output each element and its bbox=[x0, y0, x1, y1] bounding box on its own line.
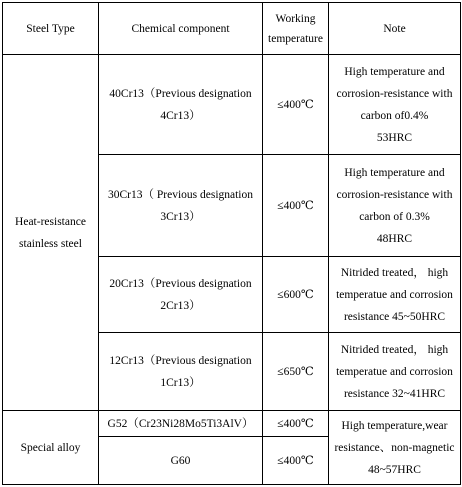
chemical-line1: 40Cr13（Previous designation bbox=[109, 87, 252, 100]
note-line: carbon of0.4% bbox=[360, 109, 429, 122]
chemical-cell bbox=[99, 155, 263, 257]
chemical-line1: 20Cr13（Previous designation bbox=[109, 277, 252, 290]
header-working-line1: Working bbox=[275, 12, 316, 25]
chemical-line1: 12Cr13（Previous designation bbox=[109, 354, 252, 367]
chemical-line2: 1Cr13） bbox=[160, 376, 201, 389]
note-cell bbox=[329, 155, 461, 257]
chemical-cell bbox=[99, 333, 263, 411]
steel-type-heat-resistance bbox=[3, 55, 99, 411]
note-line: High temperature and bbox=[344, 166, 445, 179]
table-row bbox=[3, 55, 461, 155]
header-note: Note bbox=[329, 3, 461, 55]
note-cell bbox=[329, 333, 461, 411]
note-line: corrosion-resistance with bbox=[336, 87, 453, 100]
steel-type-line1: Heat-resistance bbox=[15, 215, 86, 228]
note-line: resistance 45~50HRC bbox=[343, 310, 446, 323]
chemical-line2: 3Cr13） bbox=[160, 210, 201, 223]
temperature-cell: ≤400℃ bbox=[263, 155, 329, 257]
header-working-temperature bbox=[263, 3, 329, 55]
temperature-cell: ≤650℃ bbox=[263, 333, 329, 411]
note-line: High temperature,wear bbox=[341, 419, 448, 432]
note-line: resistance 32~41HRC bbox=[343, 387, 446, 400]
chemical-cell: G60 bbox=[99, 437, 263, 485]
note-line: carbon of 0.3% bbox=[359, 210, 430, 223]
note-line: Nitrided treated， high bbox=[340, 343, 449, 356]
chemical-line1: 30Cr13（ Previous designation bbox=[107, 188, 254, 201]
note-cell bbox=[329, 55, 461, 155]
note-line: Nitrided treated， high bbox=[340, 266, 449, 279]
header-row bbox=[3, 3, 461, 55]
temperature-cell: ≤400℃ bbox=[263, 411, 329, 437]
chemical-cell bbox=[99, 55, 263, 155]
note-cell bbox=[329, 411, 461, 485]
note-line: 48~57HRC bbox=[368, 463, 421, 476]
table-row bbox=[3, 411, 461, 437]
note-cell bbox=[329, 257, 461, 333]
temperature-cell: ≤400℃ bbox=[263, 437, 329, 485]
note-line: temperatue and corrosion bbox=[336, 288, 453, 301]
steel-spec-table bbox=[2, 2, 461, 485]
temperature-cell: ≤600℃ bbox=[263, 257, 329, 333]
chemical-line2: 2Cr13） bbox=[160, 299, 201, 312]
temperature-cell: ≤400℃ bbox=[263, 55, 329, 155]
note-line: 53HRC bbox=[376, 131, 413, 144]
note-line: 48HRC bbox=[376, 232, 413, 245]
chemical-cell: G52（Cr23Ni28Mo5Ti3AlV） bbox=[99, 411, 263, 437]
note-line: temperatue and corrosion bbox=[336, 365, 453, 378]
note-line: corrosion-resistance with bbox=[336, 188, 453, 201]
note-line: resistance、non-magnetic bbox=[334, 441, 455, 454]
header-working-line2: temperature bbox=[268, 32, 323, 45]
steel-type-line2: stainless steel bbox=[19, 237, 82, 250]
note-line: High temperature and bbox=[344, 65, 445, 78]
steel-type-special-alloy: Special alloy bbox=[3, 411, 99, 485]
header-chemical-component: Chemical component bbox=[99, 3, 263, 55]
chemical-cell bbox=[99, 257, 263, 333]
header-steel-type: Steel Type bbox=[3, 3, 99, 55]
chemical-line2: 4Cr13） bbox=[160, 109, 201, 122]
